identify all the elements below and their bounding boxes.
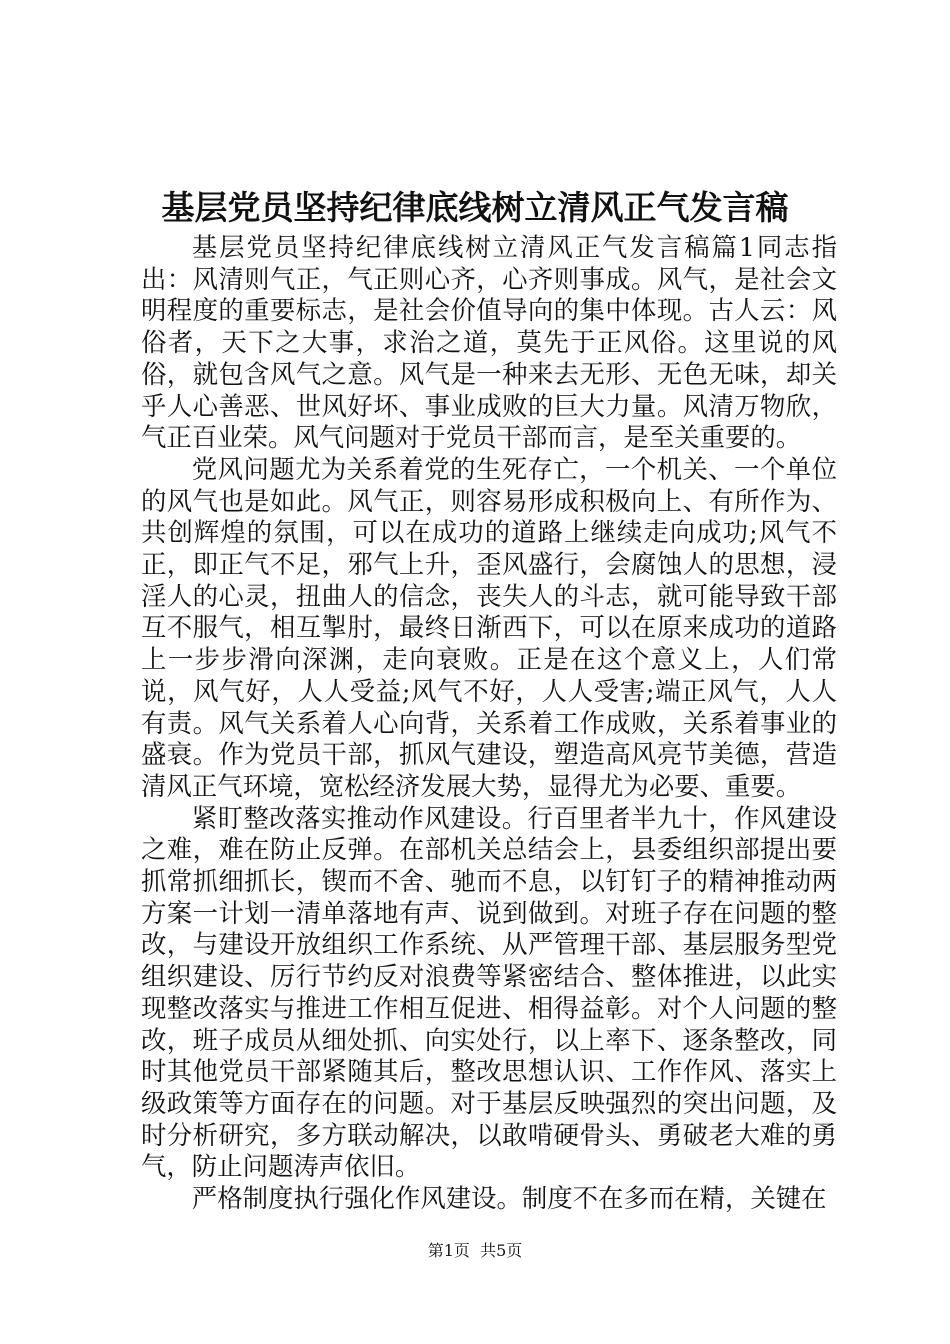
page-number-total: 共5页 [480,1241,523,1260]
paragraph-2: 党风问题尤为关系着党的生死存亡，一个机关、一个单位的风气也是如此。风气正，则容易形成积极向上、有所作为、共创辉煌的氛围，可以在成功的道路上继续走向成功;风气不正，即正气不足，邪气上升，歪风盛行，会腐蚀人的思想，浸淫人的心灵，扭曲人的信念，丧失人的斗志，就可能导致干部互不服气，相互掣肘，最终日渐西下，可以在原来成功的道路上一步步滑向深渊，走向衰败。正是在这个意义上，人们常说，风气好，人人受益;风气不好，人人受害;端正风气，人人有责。风气关系着人心向背，关系着工作成败，关系着事业的盛衰。作为党员干部，抓风气建设，塑造高风亮节美德，营造清风正气环境，宽松经济发展大势，显得尤为必要、重要。 [141,453,837,801]
document-title: 基层党员坚持纪律底线树立清风正气发言稿 [161,188,789,227]
paragraph-3: 紧盯整改落实推动作风建设。行百里者半九十，作风建设之难，难在防止反弹。在部机关总结会上，县委组织部提出要抓常抓细抓长，锲而不舍、驰而不息，以钉钉子的精神推动两方案一计划一清单落地有声、说到做到。对班子存在问题的整改，与建设开放组织工作系统、从严管理干部、基层服务型党组织建设、厉行节约反对浪费等紧密结合、整体推进，以此实现整改落实与推进工作相互促进、相得益彰。对个人问题的整改，班子成员从细处抓、向实处行，以上率下、逐条整改，同时其他党员干部紧随其后，整改思想认识、工作作风、落实上级政策等方面存在的问题。对于基层反映强烈的突出问题，及时分析研究，多方联动解决，以敢啃硬骨头、勇破老大难的勇气，防止问题涛声依旧。 [141,802,837,1182]
page-number-current: 第1页 [427,1241,470,1260]
paragraph-4: 严格制度执行强化作风建设。制度不在多而在精，关键在 [191,1183,827,1214]
page-footer [0,1240,950,1262]
footer-spacer [470,1241,480,1260]
paragraph-1: 基层党员坚持纪律底线树立清风正气发言稿篇1同志指出：风清则气正，气正则心齐，心齐则事成。风气，是社会文明程度的重要标志，是社会价值导向的集中体现。古人云：风俗者，天下之大事，求治之道，莫先于正风俗。这里说的风俗，就包含风气之意。风气是一种来去无形、无色无味，却关乎人心善恶、世风好坏、事业成败的巨大力量。风清万物欣，气正百业荣。风气问题对于党员干部而言，是至关重要的。 [141,232,837,453]
document-body [141,232,837,1215]
